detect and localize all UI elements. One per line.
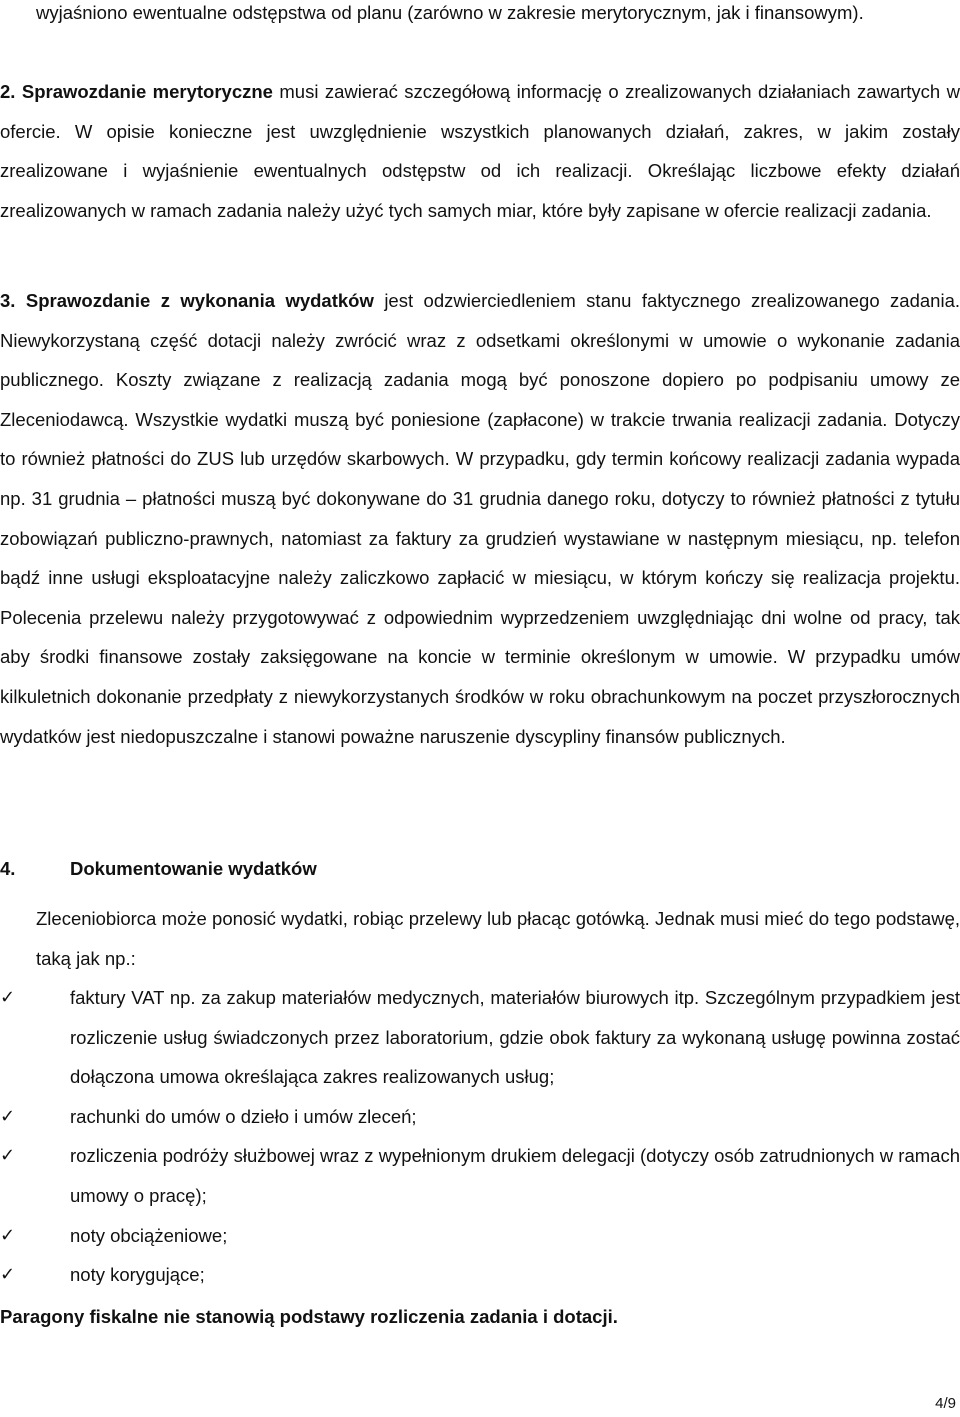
list-item <box>0 1255 960 1295</box>
section-4-title: Dokumentowanie wydatków <box>70 858 317 879</box>
section-3-number: 3. <box>0 290 16 311</box>
section-3-title: Sprawozdanie z wykonania wydatków <box>25 290 374 311</box>
list-item-text: noty korygujące; <box>70 1264 205 1286</box>
page-number: 4/9 <box>935 1395 956 1412</box>
section-2-title: Sprawozdanie merytoryczne <box>21 81 273 102</box>
list-item-text: faktury VAT np. za zakup materiałów medycznych, materiałów biurowych itp. Szczególnym przypadkiem jest rozliczenie usług świadczonych przez laboratorium, gdzie obok faktury za wykonaną usługę powinna zostać dołączona umowa określająca zakres realizowanych usług; <box>70 987 960 1088</box>
section-4-intro <box>36 899 960 978</box>
checkmark-icon: ✓ <box>0 1264 16 1286</box>
list-item <box>0 978 960 1097</box>
list-item-text: noty obciążeniowe; <box>70 1224 228 1246</box>
list-item-text: rachunki do umów o dzieło i umów zleceń; <box>70 1105 417 1127</box>
footer-note: Paragony fiskalne nie stanowią podstawy rozliczenia zadania i dotacji. <box>0 1306 618 1327</box>
checkmark-icon: ✓ <box>0 1145 16 1167</box>
section-3 <box>0 281 960 756</box>
list-item <box>0 1216 960 1256</box>
section-2-number: 2. <box>0 81 16 102</box>
section-2 <box>0 72 960 230</box>
checkmark-icon: ✓ <box>0 1105 16 1127</box>
checkmark-icon: ✓ <box>0 987 16 1008</box>
document-list <box>0 978 960 1295</box>
section-4-number: 4. <box>0 858 16 879</box>
section-4-intro-text: Zleceniobiorca może ponosić wydatki, robiąc przelewy lub płacąc gotówką. Jednak musi mieć do tego podstawę, taką jak np.: <box>36 908 960 969</box>
list-item <box>0 1097 960 1137</box>
list-item <box>0 1136 960 1215</box>
paragraph-top <box>36 0 960 33</box>
paragraph-top-text: wyjaśniono ewentualne odstępstwa od planu (zarówno w zakresie merytorycznym, jak i finansowym). <box>36 2 864 23</box>
checkmark-icon: ✓ <box>0 1224 16 1246</box>
list-item-text: rozliczenia podróży służbowej wraz z wypełnionym drukiem delegacji (dotyczy osób zatrudnionych w ramach umowy o pracę); <box>70 1145 960 1206</box>
section-3-text: jest odzwierciedleniem stanu faktycznego zrealizowanego zadania. Niewykorzystaną część dotacji należy zwrócić wraz z odsetkami określonymi w umowie o wykonanie zadania publicznego. Koszty związane z realizacją zadania mogą być ponoszone dopiero po podpisaniu umowy ze Zleceniodawcą. Wszystkie wydatki muszą być poniesione (zapłacone) w trakcie trwania realizacji zadania. Dotyczy to również płatności do ZUS lub urzędów skarbowych. W przypadku, gdy termin końcowy realizacji zadania wypada np. 31 grudnia – płatności muszą być dokonywane do 31 grudnia danego roku, dotyczy to również płatności z tytułu zobowiązań publiczno-prawnych, natomiast za faktury za grudzień wystawiane w następnym miesiącu, np. telefon bądź inne usługi eksploatacyjne należy zaliczkowo zapłacić w miesiącu, w którym kończy się realizacja projektu. Polecenia przelewu należy przygotowywać z odpowiednim wyprzedzeniem uwzględniając dni wolne od pracy, tak aby środki finansowe zostały zaksięgowane na koncie w terminie określonym w umowie. W przypadku umów kilkuletnich dokonanie przedpłaty z niewykorzystanych środków w roku obrachunkowym na poczet przyszłorocznych wydatków jest niedopuszczalne i stanowi poważne naruszenie dyscypliny finansów publicznych. <box>0 290 960 747</box>
section-2-text: musi zawierać szczegółową informację o zrealizowanych działaniach zawartych w ofercie. W opisie konieczne jest uwzględnienie wszystkich planowanych działań, zakres, w jakim zostały zrealizowane i wyjaśnienie ewentualnych odstępstw od ich realizacji. Określając liczbowe efekty działań zrealizowanych w ramach zadania należy użyć tych samych miar, które były zapisane w ofercie realizacji zadania. <box>0 81 960 221</box>
